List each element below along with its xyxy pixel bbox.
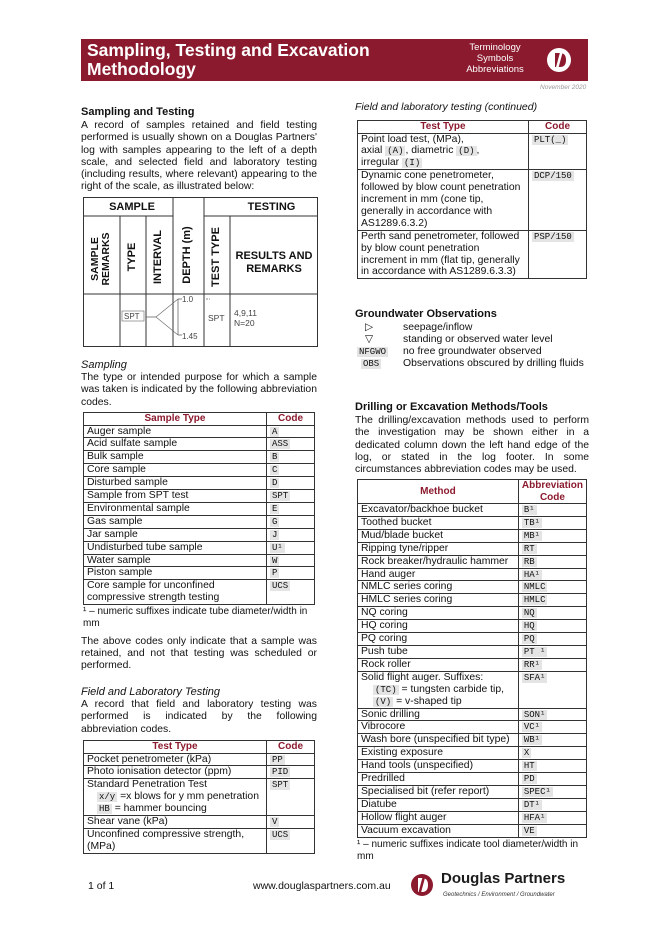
sample-type-cell: Core sample for unconfined compressive strength testing xyxy=(84,580,267,605)
sampling-heading: Sampling xyxy=(81,359,127,371)
table-row xyxy=(84,753,315,766)
method-cell: Rock breaker/hydraulic hammer xyxy=(361,555,509,567)
method-cell: NMLC series coring xyxy=(361,581,453,593)
sample-code-chip: G xyxy=(272,516,278,527)
method-cell: Rock roller xyxy=(361,658,411,670)
header-date: November 2020 xyxy=(540,84,587,91)
table-row xyxy=(84,490,315,503)
sfa-suffix-text: = v-shaped tip xyxy=(396,695,462,707)
table-row xyxy=(84,515,315,528)
sfa-suffix-chip: (TC) xyxy=(375,684,397,695)
sample-code-header: Code xyxy=(267,413,315,426)
cont-code-header: Code xyxy=(529,121,587,134)
diagram-depth-col: DEPTH (m) xyxy=(181,226,193,284)
method-cell: PQ coring xyxy=(361,633,408,645)
sample-code-chip: U¹ xyxy=(272,542,283,553)
sample-type-cell: Acid sulfate sample xyxy=(84,438,267,451)
diagram-depth-2: 1.45 xyxy=(182,332,198,341)
hb-sub-text: = hammer bouncing xyxy=(114,803,207,815)
sample-type-cell: Sample from SPT test xyxy=(84,490,267,503)
point-load-text: Point load test, (MPa), xyxy=(361,133,464,145)
sample-code-chip: J xyxy=(272,529,278,540)
method-code-chip: PD xyxy=(523,774,535,785)
table-row xyxy=(358,568,587,581)
drilling-paragraph: The drilling/excavation methods used to perform the investigation may be shown either in a dedicated column down the left hand edge of the log, or stated in the log footer. In some circumstances abbreviation codes may be used. xyxy=(355,415,589,476)
sampling-testing-paragraph: A record of samples retained and field testing performed is usually shown on a Douglas Partners' log with samples appearing to the left of a depth scale, and selected field and laboratory testing (including results, where relevant) appearing to the right of the scale, as illustrated below: xyxy=(81,120,317,193)
diagram-result-value: 4,9,11 N=20 xyxy=(234,308,258,328)
codes-paragraph: The above codes only indicate that a sample was retained, and not that testing was scheduled or performed. xyxy=(81,636,317,672)
diagram-testing-header: TESTING xyxy=(247,201,296,213)
test-code-header: Code xyxy=(267,741,315,754)
table-row xyxy=(358,645,587,658)
method-cell: Diatube xyxy=(361,798,397,810)
table-row xyxy=(358,555,587,568)
sample-type-cell: Undisturbed tube sample xyxy=(84,541,267,554)
test-code-chip: PID xyxy=(272,767,289,778)
page-title: Sampling, Testing and Excavation Methodology xyxy=(87,40,370,79)
water-level-triangle-icon: ▽ xyxy=(365,334,373,346)
header-sub-terminology: Terminology xyxy=(469,42,521,53)
method-code-chip: TB¹ xyxy=(523,517,541,528)
table-row xyxy=(84,766,315,779)
sample-type-table-wrap xyxy=(83,412,315,631)
table-row xyxy=(358,620,587,633)
sample-code-chip: UCS xyxy=(272,581,289,592)
table-row xyxy=(358,824,587,837)
table-row xyxy=(84,779,315,816)
method-cell: Existing exposure xyxy=(361,747,444,759)
table-row xyxy=(358,760,587,773)
method-cell: Vacuum excavation xyxy=(361,824,451,836)
pl-diametric-chip: (D) xyxy=(458,146,475,157)
header-subtitles xyxy=(451,39,539,81)
table-row xyxy=(84,567,315,580)
method-cell: Push tube xyxy=(361,645,408,657)
table-row xyxy=(84,477,315,490)
test-code-chip: SPT xyxy=(272,780,289,791)
drilling-section xyxy=(355,401,589,476)
brand-name: Douglas Partners xyxy=(441,870,566,887)
nfgwo-chip: NFGWO xyxy=(359,347,387,358)
continued-table-wrap xyxy=(357,120,587,279)
method-cell: Solid flight auger. Suffixes: xyxy=(361,671,484,683)
table-row xyxy=(358,747,587,760)
method-code-chip: HA¹ xyxy=(523,569,541,580)
table-row xyxy=(358,516,587,529)
abbreviation-code-header: Abbreviation Code xyxy=(518,480,586,504)
test-type-table xyxy=(83,740,315,854)
table-row xyxy=(358,594,587,607)
test-code-chip: UCS xyxy=(272,829,289,840)
psp-text: Perth sand penetrometer, followed by blow count penetration increment in mm (flat tip, generally in accordance with AS1289.6.3.3) xyxy=(358,230,529,279)
sample-code-chip: A xyxy=(272,426,278,437)
gw-row-obs xyxy=(355,358,589,370)
sample-code-chip: C xyxy=(272,465,278,476)
table-row xyxy=(358,633,587,646)
diagram-test-type-col: TEST TYPE xyxy=(210,227,222,287)
method-code-chip: PQ xyxy=(523,634,535,645)
diagram-spt-left: SPT xyxy=(124,312,140,321)
table-row xyxy=(84,438,315,451)
method-table-wrap xyxy=(357,479,587,863)
sample-code-chip: P xyxy=(272,568,278,579)
sample-type-cell: Environmental sample xyxy=(84,502,267,515)
hb-sub-chip: HB xyxy=(99,804,110,815)
table-row xyxy=(84,464,315,477)
header-logo-icon xyxy=(539,39,579,81)
method-code-chip: SON¹ xyxy=(523,709,546,720)
table-row xyxy=(358,230,587,279)
footer-page-number: 1 of 1 xyxy=(88,880,115,892)
pl-axial: axial xyxy=(361,145,383,157)
table-row xyxy=(84,541,315,554)
sample-type-cell: Gas sample xyxy=(84,515,267,528)
gw-standing-text: standing or observed water level xyxy=(403,334,553,346)
sample-code-chip: W xyxy=(272,555,278,566)
sample-type-cell: Water sample xyxy=(84,554,267,567)
pl-irregular: irregular xyxy=(361,157,400,169)
method-header: Method xyxy=(358,480,519,504)
method-cell: Vibrocore xyxy=(361,721,406,733)
table-row xyxy=(358,671,587,708)
table-row xyxy=(358,658,587,671)
continued-heading: Field and laboratory testing (continued) xyxy=(355,101,538,113)
sample-code-chip: E xyxy=(272,503,278,514)
method-code-chip: PT ¹ xyxy=(523,646,546,657)
spt-sub-text: =x blows for y mm penetration xyxy=(120,791,259,803)
table-row xyxy=(358,785,587,798)
psp-code-chip: PSP/150 xyxy=(534,231,572,242)
table-row xyxy=(358,798,587,811)
table-row xyxy=(358,721,587,734)
sample-type-cell: Piston sample xyxy=(84,567,267,580)
groundwater-heading: Groundwater Observations xyxy=(355,308,497,320)
method-code-chip: NMLC xyxy=(523,582,546,593)
sample-type-cell: Disturbed sample xyxy=(84,477,267,490)
left-column-sampling xyxy=(81,359,317,409)
table-row xyxy=(358,734,587,747)
table-row xyxy=(84,502,315,515)
diagram-interval-col: INTERVAL xyxy=(152,230,164,284)
footer-brand xyxy=(409,870,585,898)
diagram-results-col: RESULTS AND REMARKS xyxy=(235,250,313,275)
header-banner xyxy=(81,39,588,81)
sampling-testing-heading: Sampling and Testing xyxy=(81,106,195,118)
method-table-note: ¹ – numeric suffixes indicate tool diameter/width in mm xyxy=(357,838,579,862)
diagram-remarks-col: SAMPLE REMARKS xyxy=(89,232,112,286)
method-code-chip: HQ xyxy=(523,621,535,632)
seepage-triangle-icon: ▷ xyxy=(365,322,373,334)
pl-axial-chip: (A) xyxy=(387,146,404,157)
gw-row-nfgwo xyxy=(355,346,589,358)
table-row xyxy=(358,170,587,231)
method-code-chip: SFA¹ xyxy=(523,672,546,683)
sample-code-chip: D xyxy=(272,478,278,489)
method-cell: Ripping tyne/ripper xyxy=(361,542,449,554)
continued-test-table xyxy=(357,120,587,279)
table-row xyxy=(358,529,587,542)
test-type-cell: Pocket penetrometer (kPa) xyxy=(84,753,267,766)
method-code-chip: RB xyxy=(523,556,535,567)
method-code-chip: RR¹ xyxy=(523,659,541,670)
spt-sub-chip: x/y xyxy=(99,792,116,803)
cont-test-type-header: Test Type xyxy=(358,121,529,134)
method-cell: Sonic drilling xyxy=(361,708,420,720)
drilling-heading: Drilling or Excavation Methods/Tools xyxy=(355,401,548,413)
table-row xyxy=(84,828,315,853)
pl-irregular-chip: (I) xyxy=(404,158,421,169)
test-type-cell: Photo ionisation detector (ppm) xyxy=(84,766,267,779)
method-cell: NQ coring xyxy=(361,607,408,619)
left-column-top xyxy=(81,106,317,193)
brand-logo-icon xyxy=(409,873,437,897)
sample-type-header: Sample Type xyxy=(84,413,267,426)
table-row xyxy=(358,542,587,555)
sample-type-cell: Jar sample xyxy=(84,528,267,541)
method-code-chip: WB¹ xyxy=(523,735,541,746)
method-cell: Wash bore (unspecified bit type) xyxy=(361,734,510,746)
field-lab-testing-heading: Field and Laboratory Testing xyxy=(81,686,221,698)
gw-nfgwo-text: no free groundwater observed xyxy=(403,346,542,358)
method-cell: Hand tools (unspecified) xyxy=(361,760,474,772)
sample-log-diagram xyxy=(83,197,318,347)
field-lab-testing-paragraph: A record that field and laboratory testing was performed is indicated by the following abbreviation codes. xyxy=(81,699,317,735)
test-type-cell: Unconfined compressive strength, (MPa) xyxy=(84,828,267,853)
method-cell: HMLC series coring xyxy=(361,594,453,606)
method-code-chip: SPEC¹ xyxy=(523,786,551,797)
table-row xyxy=(358,708,587,721)
method-code-chip: VC¹ xyxy=(523,722,541,733)
method-code-chip: DT¹ xyxy=(523,799,541,810)
sample-type-cell: Bulk sample xyxy=(84,451,267,464)
sample-type-cell: Auger sample xyxy=(84,425,267,438)
method-code-chip: NQ xyxy=(523,608,535,619)
method-cell: Hollow flight auger xyxy=(361,811,447,823)
table-row xyxy=(358,133,587,170)
test-type-cell: Standard Penetration Test xyxy=(87,779,207,791)
method-cell: Hand auger xyxy=(361,568,416,580)
method-code-chip: HT xyxy=(523,761,535,772)
sample-code-chip: SPT xyxy=(272,491,289,502)
method-cell: HQ coring xyxy=(361,620,408,632)
sfa-suffix-chip: (V) xyxy=(375,696,392,707)
method-code-chip: HMLC xyxy=(523,595,546,606)
sample-code-chip: B xyxy=(272,452,278,463)
method-code-chip: VE xyxy=(523,825,535,836)
table-row xyxy=(84,451,315,464)
method-cell: Predrilled xyxy=(361,773,405,785)
test-code-chip: PP xyxy=(272,754,283,765)
table-row xyxy=(358,504,587,517)
right-column-top xyxy=(355,101,589,114)
left-column-flt xyxy=(81,686,317,736)
method-code-chip: B¹ xyxy=(523,505,535,515)
method-cell: Toothed bucket xyxy=(361,516,432,528)
method-cell: Excavator/backhoe bucket xyxy=(361,504,483,515)
diagram-sample-header: SAMPLE xyxy=(109,201,155,213)
diagram-type-col: TYPE xyxy=(126,242,138,272)
brand-tagline: Geotechnics / Environment / Groundwater xyxy=(443,892,555,898)
header-sub-symbols: Symbols xyxy=(476,53,514,65)
gw-obs-text: Observations obscured by drilling fluids xyxy=(403,358,584,370)
table-row xyxy=(358,773,587,786)
sample-type-cell: Core sample xyxy=(84,464,267,477)
test-type-header: Test Type xyxy=(84,741,267,754)
method-code-chip: HFA¹ xyxy=(523,812,546,823)
gw-row-standing xyxy=(355,334,589,346)
table-row xyxy=(84,816,315,829)
table-row xyxy=(84,554,315,567)
method-code-chip: MB¹ xyxy=(523,530,541,541)
obs-chip: OBS xyxy=(363,359,380,370)
dcp-code-chip: DCP/150 xyxy=(534,171,572,182)
method-cell: Specialised bit (refer report) xyxy=(361,785,490,797)
sample-table-note: ¹ – numeric suffixes indicate tube diameter/width in mm xyxy=(83,606,308,630)
method-table xyxy=(357,479,587,838)
sample-type-table xyxy=(83,412,315,605)
method-code-chip: X xyxy=(523,748,530,759)
test-type-cell: Shear vane (kPa) xyxy=(84,816,267,829)
sampling-paragraph: The type or intended purpose for which a sample was taken is indicated by the following abbreviation codes. xyxy=(81,372,317,408)
sample-code-chip: ASS xyxy=(272,439,289,450)
pl-comma: , xyxy=(476,145,480,157)
table-row xyxy=(84,528,315,541)
table-row xyxy=(84,425,315,438)
table-row xyxy=(84,580,315,605)
gw-seepage-text: seepage/inflow xyxy=(403,322,473,334)
sfa-suffix-text: = tungsten carbide tip, xyxy=(401,683,505,695)
groundwater-section xyxy=(355,308,589,370)
dcp-text: Dynamic cone penetrometer, followed by blow count penetration increment in mm (cone tip, generally in accordance with AS1289.6.3.2) xyxy=(358,170,529,231)
pl-diametric: , diametric xyxy=(405,145,454,157)
method-cell: Mud/blade bucket xyxy=(361,529,444,541)
table-row xyxy=(358,811,587,824)
method-code-chip: RT xyxy=(523,543,535,554)
diagram-depth-1: 1.0 xyxy=(182,295,194,304)
plt-code-chip: PLT(_) xyxy=(534,134,567,145)
diagram-spt-right: SPT xyxy=(208,313,225,323)
table-row xyxy=(358,581,587,594)
left-column-codes xyxy=(81,636,317,673)
test-type-table-wrap xyxy=(83,740,315,854)
header-sub-abbreviations: Abbreviations xyxy=(466,64,524,76)
footer-website-link[interactable]: www.douglaspartners.com.au xyxy=(253,880,391,892)
gw-row-seepage xyxy=(355,322,589,334)
test-code-chip: V xyxy=(272,817,278,828)
table-row xyxy=(358,607,587,620)
